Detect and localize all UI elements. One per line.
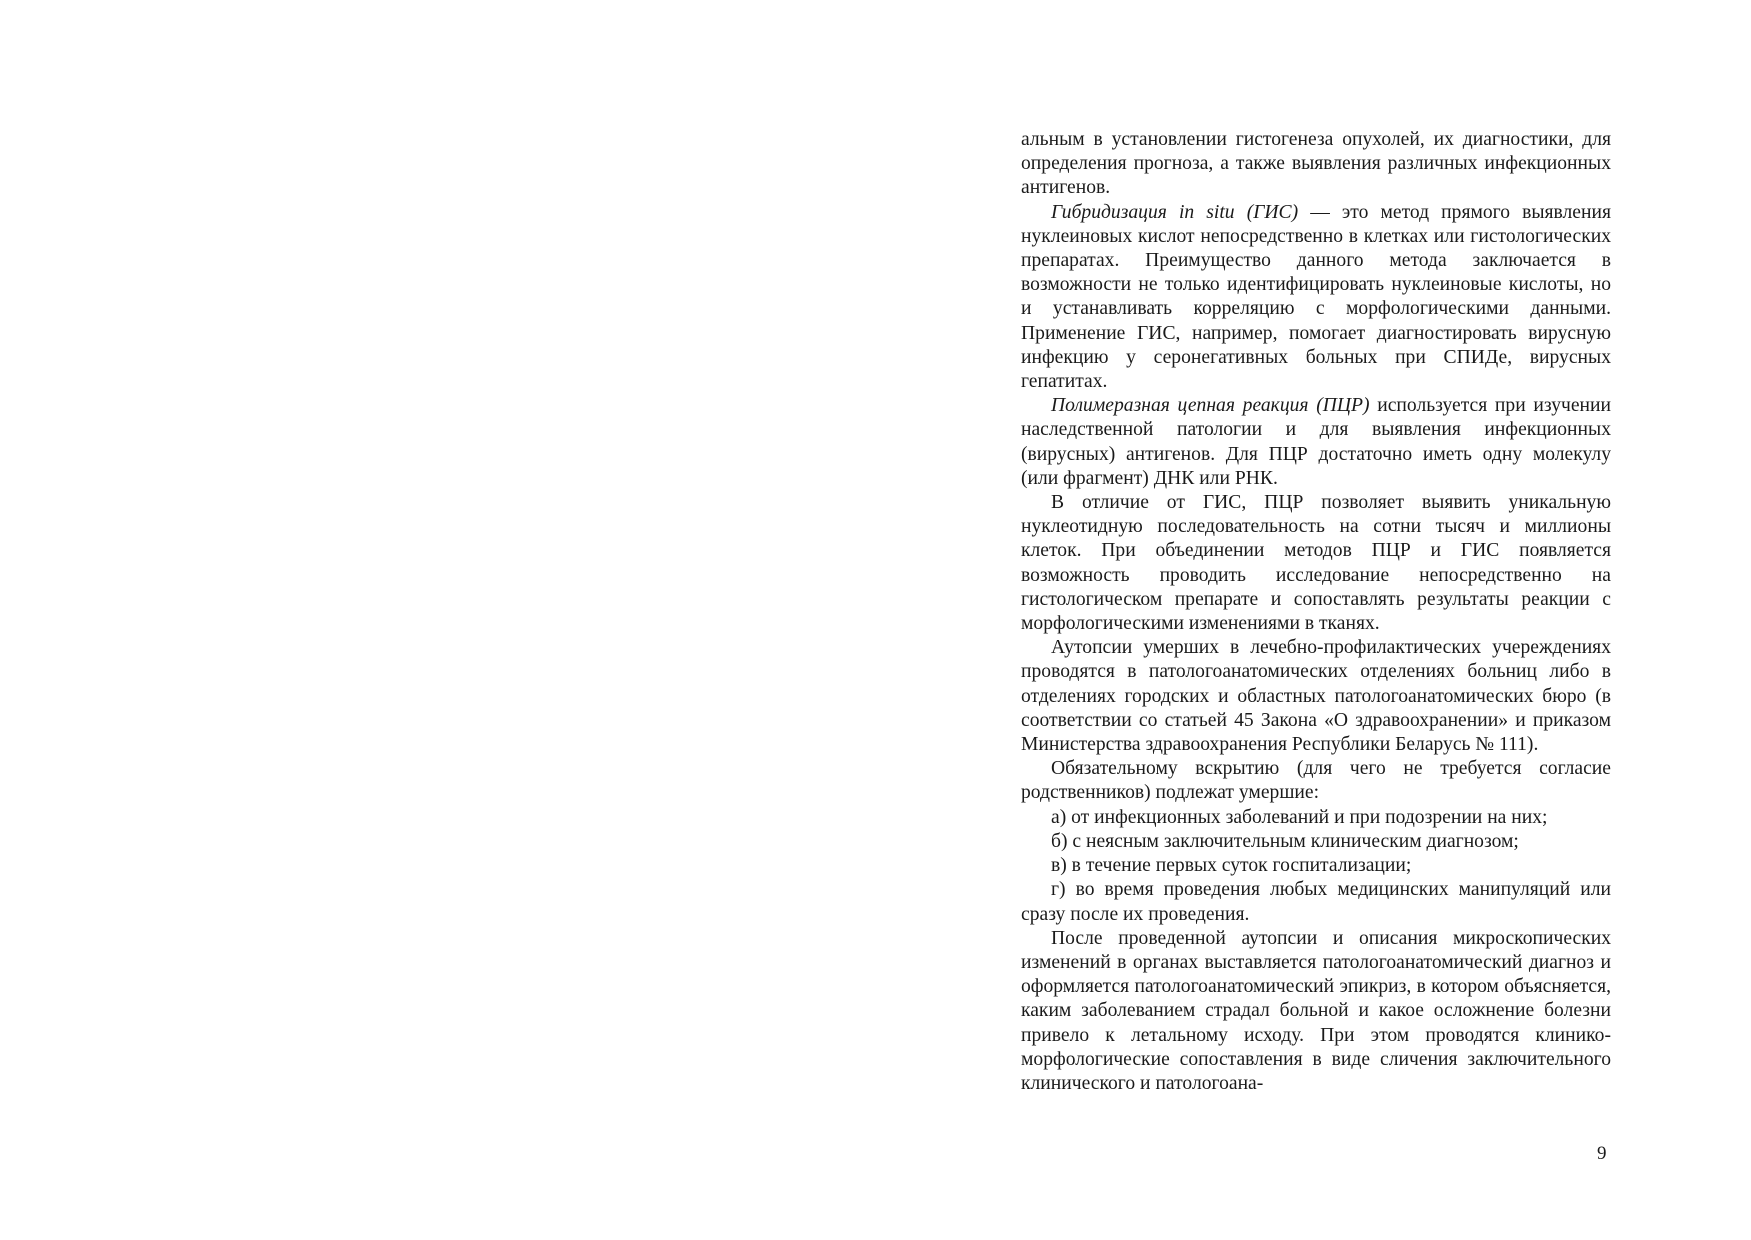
page-number: 9 (1597, 1143, 1607, 1164)
paragraph-mandatory-autopsy: Обязательному вскрытию (для чего не требуется согласие родственников) подлежат умершие: (1021, 758, 1611, 804)
paragraph-pcr-text: используется при изучении наследственной патологии и для выявления инфекционных (вирусных) антигенов. Для ПЦР достаточно иметь одну молекулу (или фрагмент) ДНК или РНК. (1021, 395, 1612, 489)
left-page-blank (0, 0, 875, 1240)
paragraph-gis-vs-pcr: В отличие от ГИС, ПЦР позволяет выявить уникальную нуклеотидную последовательность на сотни тысяч и миллионы клеток. При объединении методов ПЦР и ГИС появляется возможность проводить исследование непосредственно на гистологическом препарате и сопоставлять результаты реакции с морфологическими изменениями в тканях. (1021, 492, 1611, 635)
paragraph-autopsy: Аутопсии умерших в лечебно-профилактических учереждениях проводятся в патологоанатомических отделениях больниц либо в отделениях городских и областных патологоанатомических бюро (в соответствии со статьей 45 Закона «О здравоохранении» и приказом Министерства здравоохранения Республики Беларусь № 111). (1021, 637, 1611, 756)
list-item-b: б) с неясным заключительным клиническим диагнозом; (1051, 830, 1519, 852)
body-text (1021, 128, 1611, 1096)
list-item-c: в) в течение первых суток госпитализации; (1051, 855, 1412, 877)
paragraph-gis-text: — это метод прямого выявления нуклеиновых кислот непосредственно в клетках или гистологических препаратах. Преимущество данного метода заключается в возможности не только идентифицировать нуклеиновые кислоты, но и устанавливать корреляцию с морфологическими данными. Применение ГИС, например, помогает диагностировать вирусную инфекцию у серонегативных больных при СПИДе, вирусных гепатитах. (1021, 201, 1611, 393)
list-item-d: г) во время проведения любых медицинских манипуляций или сразу после их проведения. (1021, 879, 1611, 925)
list-item-a: а) от инфекционных заболеваний и при подозрении на них; (1051, 806, 1548, 828)
paragraph-epicrisis: После проведенной аутопсии и описания микроскопических изменений в органах выставляется патологоанатомический диагноз и оформляется патологоанатомический эпикриз, в котором объясняется, каким заболеванием страдал больной и какое осложнение болезни привело к летальному исходу. При этом проводятся клинико-морфологические сопоставления в виде сличения заключительного клинического и патологоана- (1021, 927, 1611, 1094)
right-page (875, 0, 1751, 1240)
paragraph-gis (1021, 201, 1611, 395)
term-gis: Гибридизация in situ (ГИС) (1051, 201, 1299, 223)
paragraph-continuation: альным в установлении гистогенеза опухолей, их диагностики, для определения прогноза, а также выявления различных инфекционных антигенов. (1021, 129, 1611, 199)
term-pcr: Полимеразная цепная реакция (ПЦР) (1051, 395, 1370, 417)
paragraph-pcr (1021, 394, 1611, 491)
